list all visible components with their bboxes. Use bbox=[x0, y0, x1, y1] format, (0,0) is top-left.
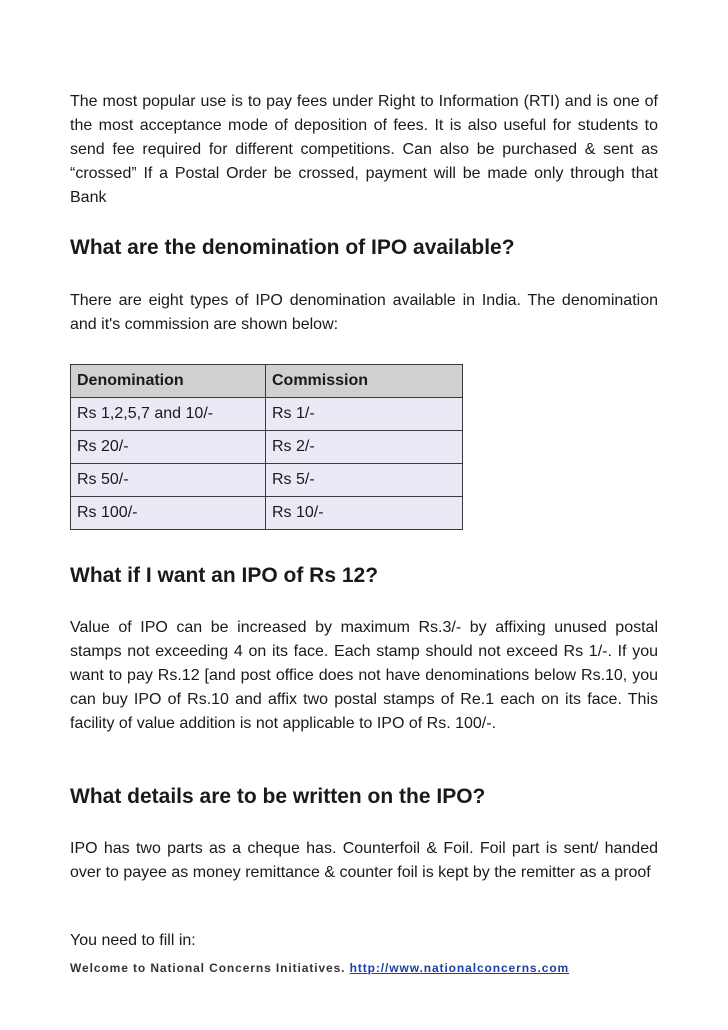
cell-denomination: Rs 100/- bbox=[71, 497, 266, 530]
footer-link[interactable]: http://www.nationalconcerns.com bbox=[349, 961, 570, 975]
header-commission: Commission bbox=[266, 365, 463, 398]
header-denomination: Denomination bbox=[71, 365, 266, 398]
denomination-table bbox=[70, 364, 463, 530]
footer-text: Welcome to National Concerns Initiatives. bbox=[70, 961, 346, 975]
fill-in-paragraph: You need to fill in: bbox=[70, 932, 196, 949]
cell-commission: Rs 1/- bbox=[266, 398, 463, 431]
cell-denomination: Rs 50/- bbox=[71, 464, 266, 497]
cell-commission: Rs 10/- bbox=[266, 497, 463, 530]
table-row bbox=[71, 464, 463, 497]
cell-commission: Rs 5/- bbox=[266, 464, 463, 497]
intro-paragraph: The most popular use is to pay fees under Right to Information (RTI) and is one of the most acceptance mode of deposition of fees. It is also useful for students to send fee required for different competitions. Can also be purchased & sent as “crossed” If a Postal Order be crossed, payment will be made only through that Bank bbox=[70, 93, 658, 206]
table-row bbox=[71, 431, 463, 464]
table-row bbox=[71, 398, 463, 431]
ipo12-paragraph: Value of IPO can be increased by maximum Rs.3/- by affixing unused postal stamps not exceeding 4 on its face. Each stamp should not exceed Rs 1/-. If you want to pay Rs.12 [and post office does not have denominations below Rs.10, you can buy IPO of Rs.10 and affix two postal stamps of Re.1 each on its face. This facility of value addition is not applicable to IPO of Rs. 100/-. bbox=[70, 619, 658, 732]
details-heading: What details are to be written on the IPO? bbox=[70, 785, 486, 808]
denomination-paragraph: There are eight types of IPO denomination available in India. The denomination and it's commission are shown below: bbox=[70, 292, 658, 333]
cell-denomination: Rs 1,2,5,7 and 10/- bbox=[71, 398, 266, 431]
page-footer bbox=[70, 961, 569, 975]
table-row bbox=[71, 497, 463, 530]
details-paragraph: IPO has two parts as a cheque has. Counterfoil & Foil. Foil part is sent/ handed over to payee as money remittance & counter foil is kept by the remitter as a proof bbox=[70, 840, 658, 881]
cell-commission: Rs 2/- bbox=[266, 431, 463, 464]
cell-denomination: Rs 20/- bbox=[71, 431, 266, 464]
table-header-row bbox=[71, 365, 463, 398]
denomination-heading: What are the denomination of IPO available? bbox=[70, 236, 515, 259]
ipo12-heading: What if I want an IPO of Rs 12? bbox=[70, 564, 379, 587]
